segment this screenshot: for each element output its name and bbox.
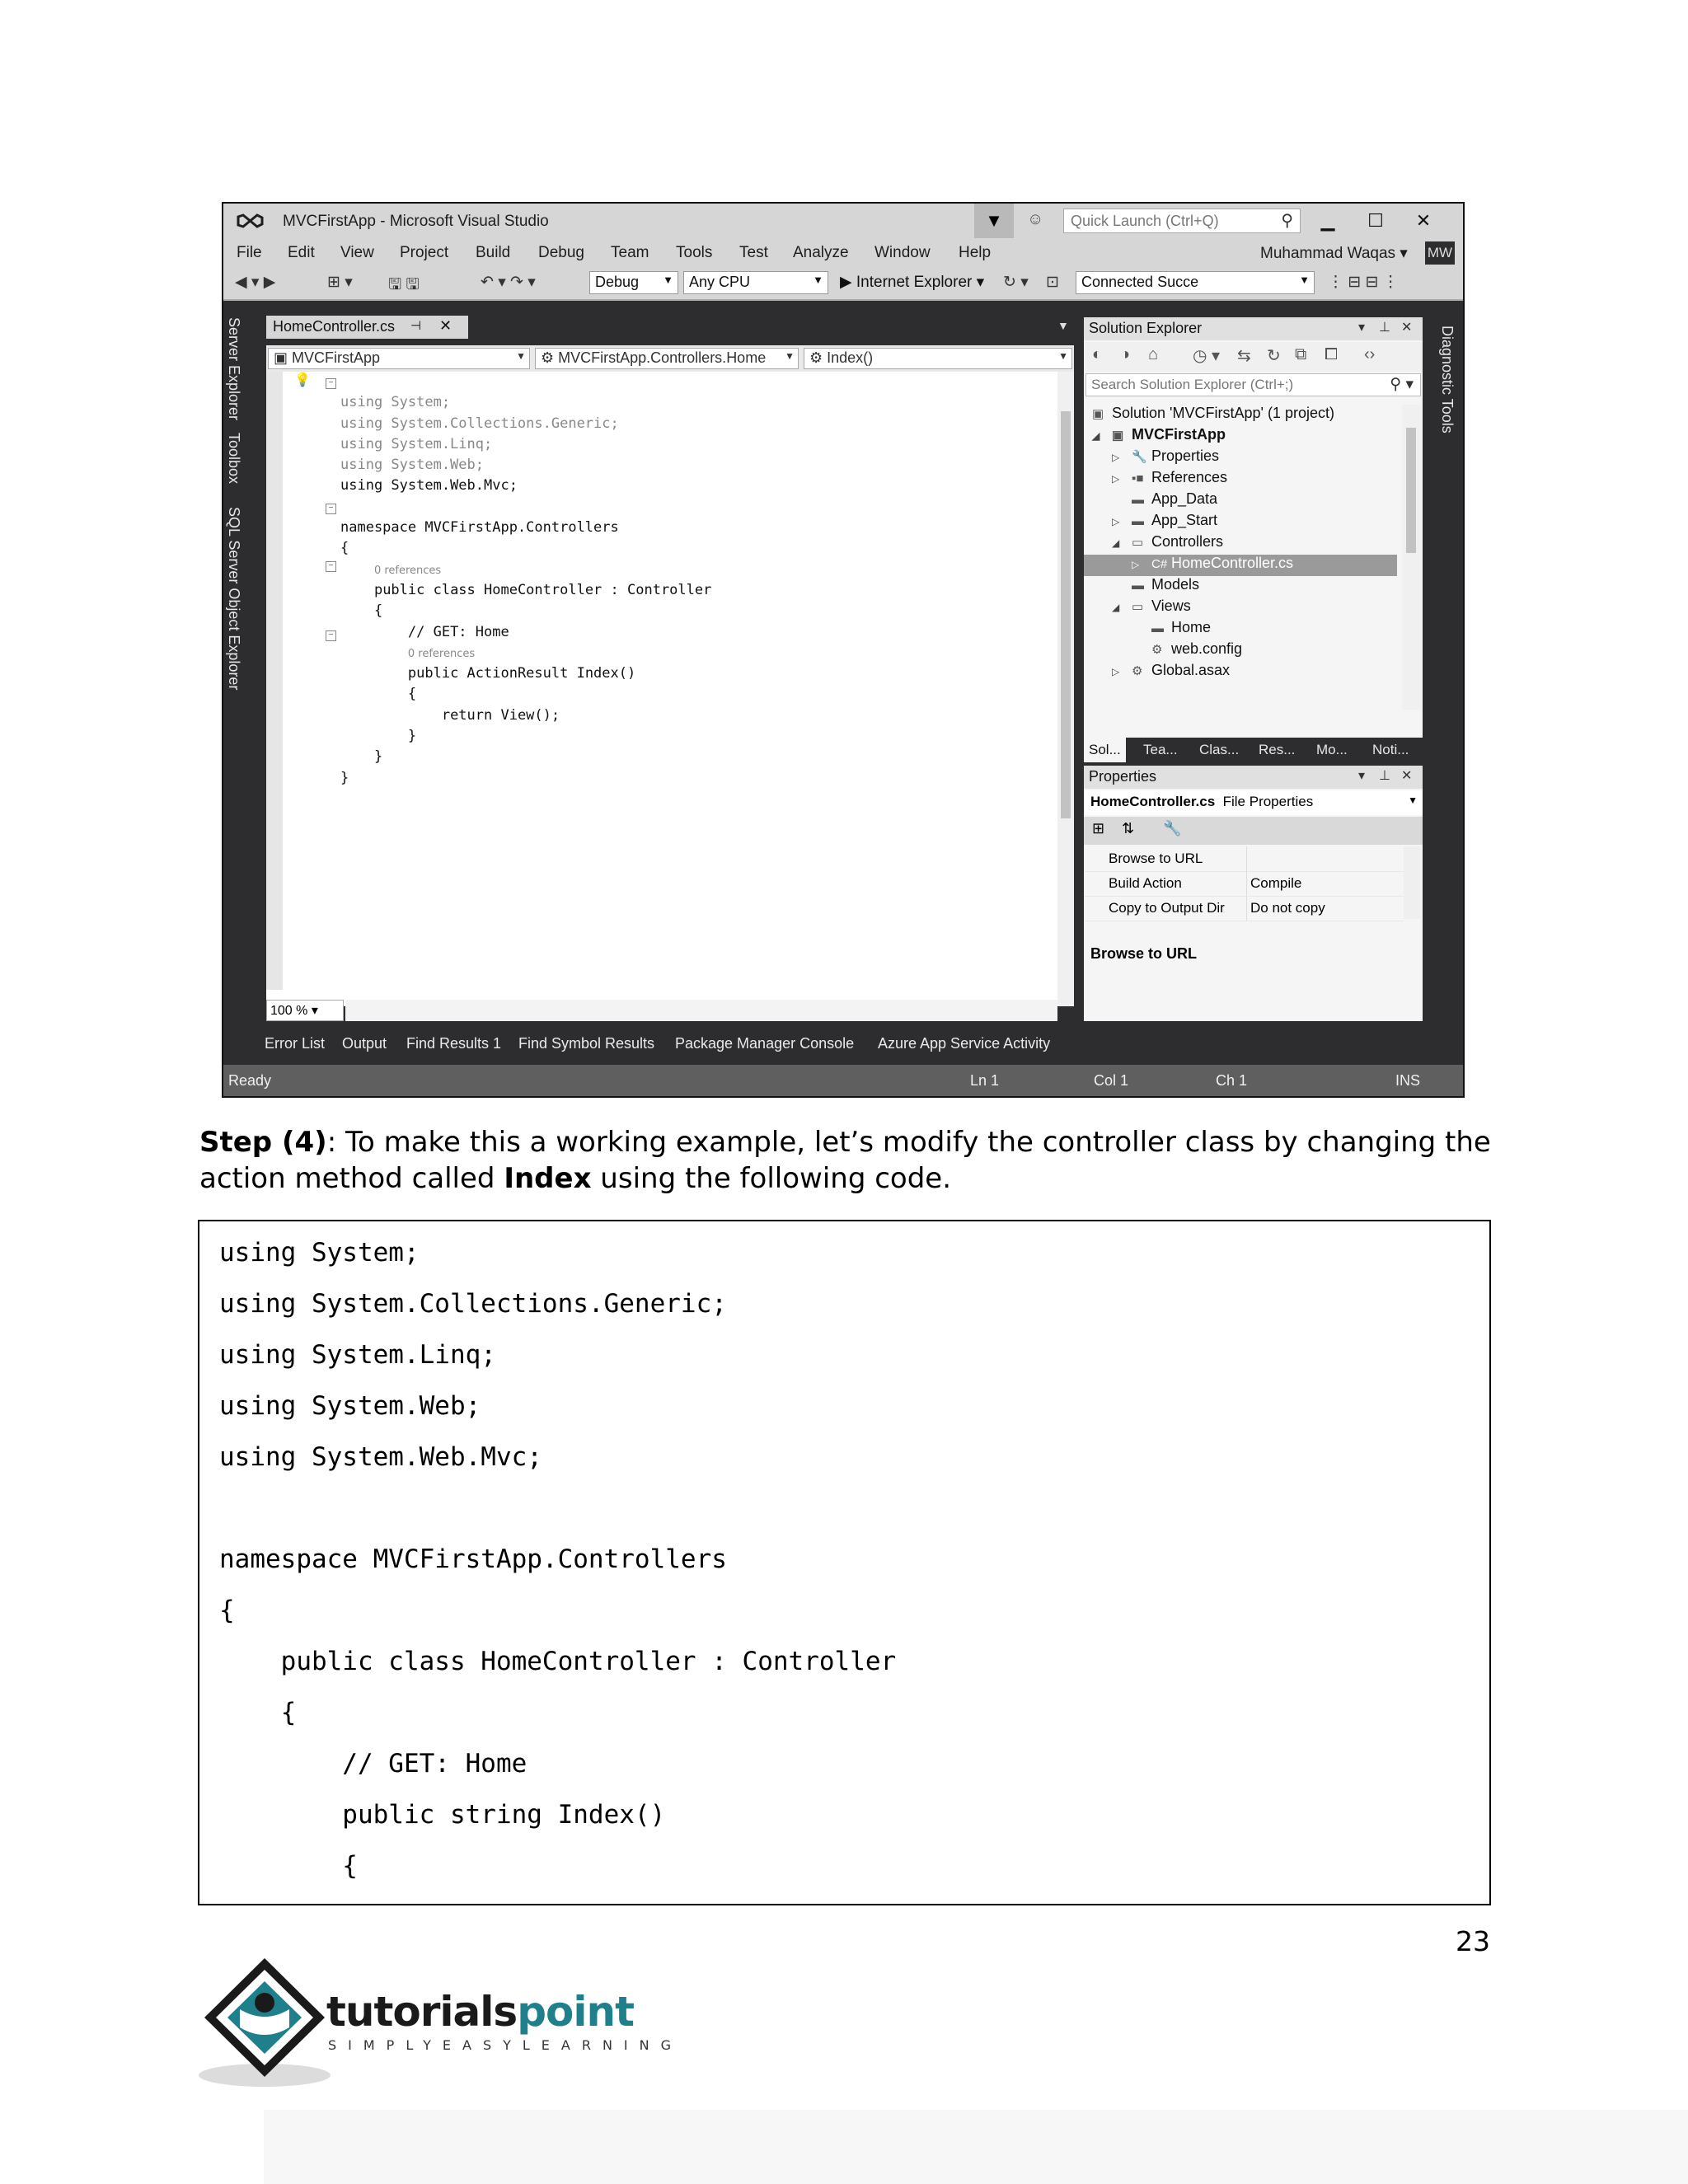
insert-mode: INS [1395,1072,1421,1089]
code-line: using System.Linq; [340,435,493,452]
tab-azure-app-service-activity[interactable]: Azure App Service Activity [878,1035,1051,1052]
close-button[interactable]: ✕ [1415,210,1432,231]
menu-debug[interactable]: Debug [538,244,584,261]
status-text: Ready [228,1072,272,1089]
properties-object-select[interactable]: HomeController.cs File Properties ▼ [1084,790,1423,815]
solution-configuration-select[interactable]: Debug ▼ [589,271,678,294]
toolbar-overflow-icon[interactable]: ⋮ ⊟ ⊟ ⋮ [1328,274,1399,291]
chevron-down-icon: ▼ [516,350,526,362]
folder-icon: ▬ [1132,493,1144,507]
logo-tagline: SIMPLYEASYLEARNING [328,2037,683,2053]
status-bar [223,1065,1463,1096]
chevron-down-icon: ▼ [813,274,823,286]
code-line: public class HomeController : Controller [373,581,712,598]
tab-notifications[interactable]: Noti... [1372,742,1409,757]
scrollbar-thumb[interactable] [1061,411,1071,818]
collapse-icon[interactable]: − [326,561,336,572]
code-editor[interactable] [266,372,1074,1006]
tree-item-references[interactable]: ▷ ▪■ References [1112,469,1228,485]
tree-item-controllers[interactable]: ◢ ▭ Controllers [1112,533,1224,550]
pending-changes-filter-icon[interactable]: ◷ ▾ [1193,347,1221,365]
close-tab-icon[interactable]: ✕ [439,317,452,334]
code-line: } [340,769,349,786]
standard-toolbar [223,266,1463,301]
code-comment: // GET: Home [407,623,509,640]
code-line: { [219,1698,297,1727]
step-label: Step (4) [199,1126,327,1159]
tab-output[interactable]: Output [342,1035,387,1052]
code-line: } [373,748,383,766]
output-tool-tabs [223,1029,1463,1061]
property-row[interactable]: Browse to URL [1084,846,1404,872]
back-icon[interactable]: ◀ ▾ ▶ [235,274,276,291]
tab-class-view[interactable]: Clas... [1199,742,1240,757]
codelens-references[interactable]: 0 references [407,647,476,660]
menu-team[interactable]: Team [611,244,649,261]
code-line: using System.Web.Mvc; [219,1442,542,1472]
code-line: namespace MVCFirstApp.Controllers [340,519,619,537]
pin-icon[interactable]: ⊥ [1379,769,1390,783]
logo-emblem-icon [195,1952,335,2092]
char-number: Ch 1 [1216,1072,1248,1089]
code-block [198,1220,1491,1905]
open-folder-icon: ▭ [1132,536,1144,550]
collapsed-icon[interactable]: ▷ [1112,666,1120,677]
refresh-icon[interactable]: ↻ ▾ [1003,274,1029,291]
code-line: return View(); [441,706,560,724]
property-row[interactable]: Copy to Output Dir Do not copy [1084,896,1404,921]
menu-window[interactable]: Window [874,244,931,261]
categorized-icon[interactable]: ⊞ [1092,820,1105,837]
properties-toolbar [1084,817,1423,845]
property-description: Browse to URL [1090,945,1198,962]
project-navigation-select[interactable]: ▣ MVCFirstApp ▼ [268,348,530,369]
tab-package-manager-console[interactable]: Package Manager Console [675,1035,855,1052]
tree-item-global-asax[interactable]: ▷ ⚙ Global.asax [1112,662,1231,678]
indicator-margin [266,372,283,990]
save-all-icon[interactable]: 🖫 🖫 [388,276,420,293]
notifications-filter-icon[interactable]: ▼ [974,204,1014,238]
search-icon: ⚲ [1281,212,1293,230]
menu-view[interactable]: View [340,244,374,261]
code-line: using System; [219,1238,420,1268]
scrollbar-thumb[interactable] [1406,428,1416,553]
property-row[interactable]: Build Action Compile [1084,871,1404,897]
collapse-icon[interactable]: − [326,504,336,514]
page-number: 23 [1456,1925,1490,1957]
right-tool-tabs [1435,317,1458,441]
properties-scrollbar[interactable] [1404,846,1420,919]
editor-code [340,372,711,809]
collapsed-icon[interactable]: ▷ [1112,516,1120,527]
code-line: } [407,728,417,745]
tab-find-results[interactable]: Find Results 1 [406,1035,502,1052]
search-icon: ⚲ ▾ [1390,376,1414,393]
folder-icon: ▬ [1151,621,1164,635]
connected-services-select[interactable]: Connected Succe ▼ [1076,271,1315,294]
property-pages-icon[interactable]: 🔧 [1163,820,1182,837]
code-line: using System.Collections.Generic; [340,415,619,432]
folder-icon: ▬ [1132,579,1144,593]
tutorialspoint-logo [195,1952,683,2092]
forward-icon[interactable]: ◑ [1120,345,1131,363]
chevron-down-icon: ▼ [1299,274,1310,286]
solution-explorer-toolbar [1084,342,1423,372]
undo-icon[interactable]: ↶ ▾ ↷ ▾ [481,274,536,291]
solution-explorer-tabs [1084,738,1423,762]
code-line: // GET: Home [219,1749,528,1779]
quick-launch-input[interactable]: Quick Launch (Ctrl+Q) ⚲ [1063,209,1301,233]
vertical-scrollbar[interactable] [1057,372,1074,1006]
code-line: { [219,1596,235,1625]
solution-platform-select[interactable]: Any CPU ▼ [683,271,828,294]
code-line: using System.Linq; [219,1340,496,1370]
panel-menu-icon[interactable]: ▾ [1358,321,1366,335]
code-line: { [219,1851,358,1881]
horizontal-scrollbar[interactable] [345,1000,1057,1021]
menu-bar [223,238,1463,266]
menu-help[interactable]: Help [959,244,992,261]
collapsed-icon[interactable]: ▷ [1112,473,1120,485]
tab-model-browser[interactable]: Mo... [1316,742,1348,757]
tab-solution-explorer[interactable]: Sol... [1084,738,1126,762]
folder-icon: ▬ [1132,514,1144,528]
tree-item-homecontroller[interactable]: ▷ C# HomeController.cs [1084,555,1397,576]
collapsed-icon[interactable]: ▷ [1112,452,1120,463]
line-number: Ln 1 [970,1072,1000,1089]
csharp-project-icon: ▣ [274,349,293,366]
csharp-file-icon: C# [1151,557,1168,571]
browser-link-icon[interactable]: ⊡ [1046,274,1059,291]
collapse-icon[interactable]: − [326,378,336,389]
collapse-icon[interactable]: − [326,630,336,641]
solution-explorer-panel [1084,317,1423,761]
tree-item-views[interactable]: ◢ ▭ Views [1112,598,1191,614]
tab-sql-server-object-explorer[interactable]: SQL Server Object Explorer [226,507,242,691]
menu-tools[interactable]: Tools [676,244,713,261]
code-line: public string Index() [219,1800,666,1830]
tree-item-models[interactable]: ▬ Models [1132,576,1200,593]
asax-file-icon: ⚙ [1132,664,1143,678]
new-project-icon[interactable]: ⊞ ▾ [327,274,353,291]
properties-header: Properties ▾ ⊥ ✕ [1084,766,1423,789]
chevron-down-icon: ▼ [663,274,673,286]
solution-explorer-search[interactable]: Search Solution Explorer (Ctrl+;) ⚲ ▾ [1085,373,1421,396]
pin-icon[interactable]: ⊥ [1379,321,1390,335]
tree-item-home[interactable]: ▬ Home [1151,619,1212,635]
expanded-icon[interactable]: ◢ [1092,430,1100,442]
code-line: using System.Web; [340,457,484,474]
config-file-icon: ⚙ [1151,643,1163,657]
tree-item-app-data[interactable]: ▬ App_Data [1132,490,1218,507]
show-all-files-icon[interactable]: ⧠ [1325,345,1338,363]
document-tab-homecontroller[interactable]: HomeController.cs ⊣ ✕ [266,316,468,339]
code-line: using System.Web; [219,1391,481,1421]
user-account-name[interactable]: Muhammad Waqas ▾ [1260,245,1408,262]
tab-find-symbol-results[interactable]: Find Symbol Results [518,1035,655,1052]
tab-toolbox[interactable]: Toolbox [226,433,242,485]
column-number: Col 1 [1094,1072,1129,1089]
tab-server-explorer[interactable]: Server Explorer [226,317,242,421]
close-icon[interactable]: ✕ [1401,321,1413,335]
avatar[interactable]: MW [1425,241,1455,265]
type-navigation-select[interactable]: ⚙ MVCFirstApp.Controllers.Home ▼ [535,348,799,369]
member-navigation-select[interactable]: ⚙ Index() ▼ [804,348,1072,369]
solution-icon: ▣ [1092,407,1104,421]
menu-analyze[interactable]: Analyze [793,244,849,261]
title-bar [223,204,1463,238]
lightbulb-icon[interactable]: 💡 [294,373,311,387]
visual-studio-logo-icon [237,210,265,232]
chevron-down-icon: ▼ [1058,350,1068,362]
tree-item-solution[interactable]: ▣ Solution 'MVCFirstApp' (1 project) [1092,405,1334,421]
open-folder-icon: ▭ [1132,600,1144,614]
editor-navigation-bar [266,345,1074,372]
minimize-button[interactable]: ▁ [1320,210,1335,231]
code-line: using System.Web.Mvc; [340,477,518,494]
solution-explorer-scrollbar[interactable] [1402,405,1420,710]
start-debugging-button[interactable]: ▶ Internet Explorer ▾ [840,274,985,291]
left-tool-tabs [223,301,248,1076]
pin-icon[interactable]: ⊣ [410,319,422,333]
tab-team-explorer[interactable]: Tea... [1143,742,1178,757]
code-line: public class HomeController : Controller [219,1647,897,1676]
solution-explorer-header: Solution Explorer ▾ ⊥ ✕ [1084,317,1423,340]
class-icon: ⚙ [541,349,559,366]
code-line: { [407,686,417,703]
tree-item-web-config[interactable]: ⚙ web.config [1151,640,1243,657]
method-icon: ⚙ [809,349,828,366]
code-line: { [340,540,349,557]
tab-diagnostic-tools[interactable]: Diagnostic Tools [1439,326,1456,434]
logo-wordmark: tutorialspoint [326,1988,634,2036]
tab-error-list[interactable]: Error List [265,1035,326,1052]
bold-word: Index [504,1162,592,1195]
menu-build[interactable]: Build [476,244,511,261]
window-title: MVCFirstApp - Microsoft Visual Studio [283,213,549,230]
chevron-down-icon: ▼ [785,350,795,362]
tab-resource-view[interactable]: Res... [1259,742,1296,757]
collapse-all-icon[interactable]: ⧉ [1295,345,1307,363]
feedback-smiley-icon[interactable]: ☺ [1027,210,1044,228]
code-line: using System; [340,394,451,411]
code-line: { [373,602,383,620]
visual-studio-screenshot [222,202,1465,1098]
code-line: public ActionResult Index() [407,665,636,682]
project-icon: ▣ [1112,429,1124,443]
expanded-icon[interactable]: ◢ [1112,537,1120,549]
collapsed-icon[interactable]: ▷ [1132,559,1140,570]
panel-menu-icon[interactable]: ▾ [1358,769,1366,783]
code-line: using System.Collections.Generic; [219,1289,727,1319]
properties-panel [1084,766,1423,1021]
refresh-icon[interactable]: ↻ [1267,347,1281,365]
step-paragraph: Step (4): To make this a working example, let’s modify the controller class by changing the action method called Index using the following code. [199,1126,1491,1195]
menu-test[interactable]: Test [739,244,768,261]
close-icon[interactable]: ✕ [1401,769,1413,783]
tree-item-project[interactable]: ◢ ▣ MVCFirstApp [1092,426,1226,443]
menu-edit[interactable]: Edit [288,244,315,261]
chevron-down-icon: ▼ [1408,794,1418,806]
references-icon: ▪■ [1132,471,1144,485]
tree-item-app-start[interactable]: ▷ ▬ App_Start [1112,512,1218,528]
codelens-references[interactable]: 0 references [373,564,442,577]
sync-icon[interactable]: ⇆ [1237,347,1251,365]
home-icon[interactable]: ⌂ [1148,345,1159,363]
code-view-icon[interactable]: ‹› [1364,345,1376,363]
page-footer-strip [264,2110,1688,2184]
menu-project[interactable]: Project [400,244,449,261]
expanded-icon[interactable]: ◢ [1112,602,1120,613]
wrench-icon: 🔧 [1132,450,1147,464]
menu-file[interactable]: File [237,244,262,261]
alphabetical-icon[interactable]: ⇅ [1122,820,1135,837]
back-icon[interactable]: ◐ [1092,345,1103,363]
maximize-button[interactable]: ☐ [1367,210,1384,231]
tree-item-properties[interactable]: ▷ 🔧 Properties [1112,448,1220,464]
tab-list-dropdown-icon[interactable]: ▼ [1057,319,1069,332]
code-line: namespace MVCFirstApp.Controllers [219,1544,727,1574]
zoom-level-select[interactable]: 100 % ▾ [266,1000,344,1021]
